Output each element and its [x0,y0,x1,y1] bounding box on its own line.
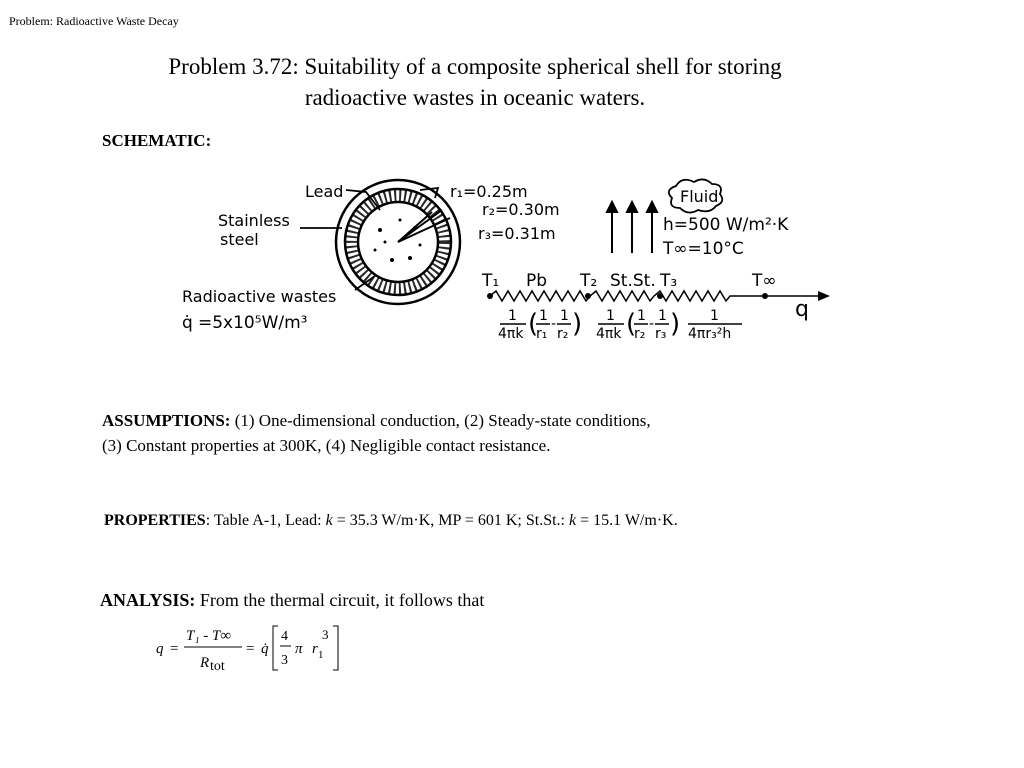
assumptions-line-2: (3) Constant properties at 300K, (4) Negligible contact resistance. [102,436,551,455]
eq-numerator: T₁ - T∞ [186,628,232,644]
Tinf-node: T∞ [752,271,777,291]
r2-label: r₂=0.30m [482,200,560,219]
svg-text:): ) [670,309,681,339]
qdot-value: =5x10⁵W/m³ [198,313,308,333]
page-header: Problem: Radioactive Waste Decay [9,14,179,28]
properties-lead-value: = 35.3 W/m·K, MP = 601 K; St.St.: [332,512,569,529]
eq-r-sub: 1 [318,649,324,661]
pb-res-one-b: 1 [560,308,569,324]
eq-q: q [156,641,164,657]
eq-equals-2: = [246,641,255,657]
conv-res-den: 4πr₃²h [688,326,732,342]
properties-ss-value: = 15.1 W/m·K. [576,512,678,529]
ss-res-one-b: 1 [658,308,667,324]
title-line-1: Problem 3.72: Suitability of a composite spherical shell for storing [168,54,782,79]
analysis-equation [150,622,370,674]
waste-dots [374,219,422,263]
k-symbol-ss: k [568,512,577,529]
eq-power: 3 [322,627,329,642]
eq-three: 3 [281,653,288,668]
svg-text:(: ( [626,309,637,339]
ss-res-minus: - [649,316,655,332]
pb-res-minus: - [551,316,557,332]
pb-res-one-a: 1 [539,308,548,324]
pb-res-4pik: 4πk [498,326,524,342]
qdot-symbol: q̇ [182,313,193,333]
eq-R: R [200,655,210,671]
r1-label: r₁=0.25m [450,182,528,201]
ss-res-4pik: 4πk [596,326,622,342]
analysis-block [100,590,484,611]
ss-res-r3: r₃ [655,326,667,342]
problem-title [60,51,890,113]
pb-res-one: 1 [508,308,517,324]
eq-r: r [312,641,318,657]
eq-four: 4 [281,629,288,644]
pb-res-r1: r₁ [536,326,548,342]
svg-text:(: ( [528,309,539,339]
steel-label: steel [220,230,259,249]
T2-node: T₂ [580,271,598,291]
r3-label: r₃=0.31m [478,224,556,243]
svg-text:): ) [572,309,583,339]
tinf-label: T∞=10°C [663,239,744,259]
h-label: h=500 W/m²·K [663,215,789,235]
lead-label: Lead [305,182,344,201]
assumptions-line-1 [102,408,902,433]
q-arrow-head [818,291,830,301]
pb-res-r2: r₂ [557,326,569,342]
title-line-2: radioactive wastes in oceanic waters. [304,85,646,110]
eq-pi: π [295,641,303,657]
ss-res-r2: r₂ [634,326,646,342]
eq-qdot: q̇ [261,641,269,657]
assumptions-heading: ASSUMPTIONS: [102,411,231,430]
properties-block [104,512,678,530]
conv-res-one: 1 [710,308,719,324]
properties-prefix: : Table A-1, Lead: [205,512,326,529]
properties-heading: PROPERTIES [104,512,206,529]
schematic-heading: SCHEMATIC: [102,131,212,150]
fluid-label: Fluid [680,187,719,206]
eq-R-sub: tot [210,659,225,674]
T3-node: T₃ [660,271,678,291]
analysis-text: From the thermal circuit, it follows that [195,590,485,610]
thermal-circuit-wire [490,291,820,301]
stainless-label: Stainless [218,211,290,230]
radioactive-label: Radioactive wastes [182,287,337,306]
assumptions-text-1: (1) One-dimensional conduction, (2) Steady-state conditions, [230,411,651,430]
eq-equals-1: = [170,641,179,657]
schematic-figure [170,170,840,360]
assumptions-block [102,408,902,458]
stst-label: St.St. [610,271,656,291]
k-symbol-lead: k [325,512,333,529]
ss-res-one: 1 [606,308,615,324]
Pb-label: Pb [526,271,548,291]
q-label: q [795,297,809,322]
T1-node: T₁ [482,271,500,291]
analysis-heading: ANALYSIS: [100,590,196,610]
ss-res-one-a: 1 [637,308,646,324]
